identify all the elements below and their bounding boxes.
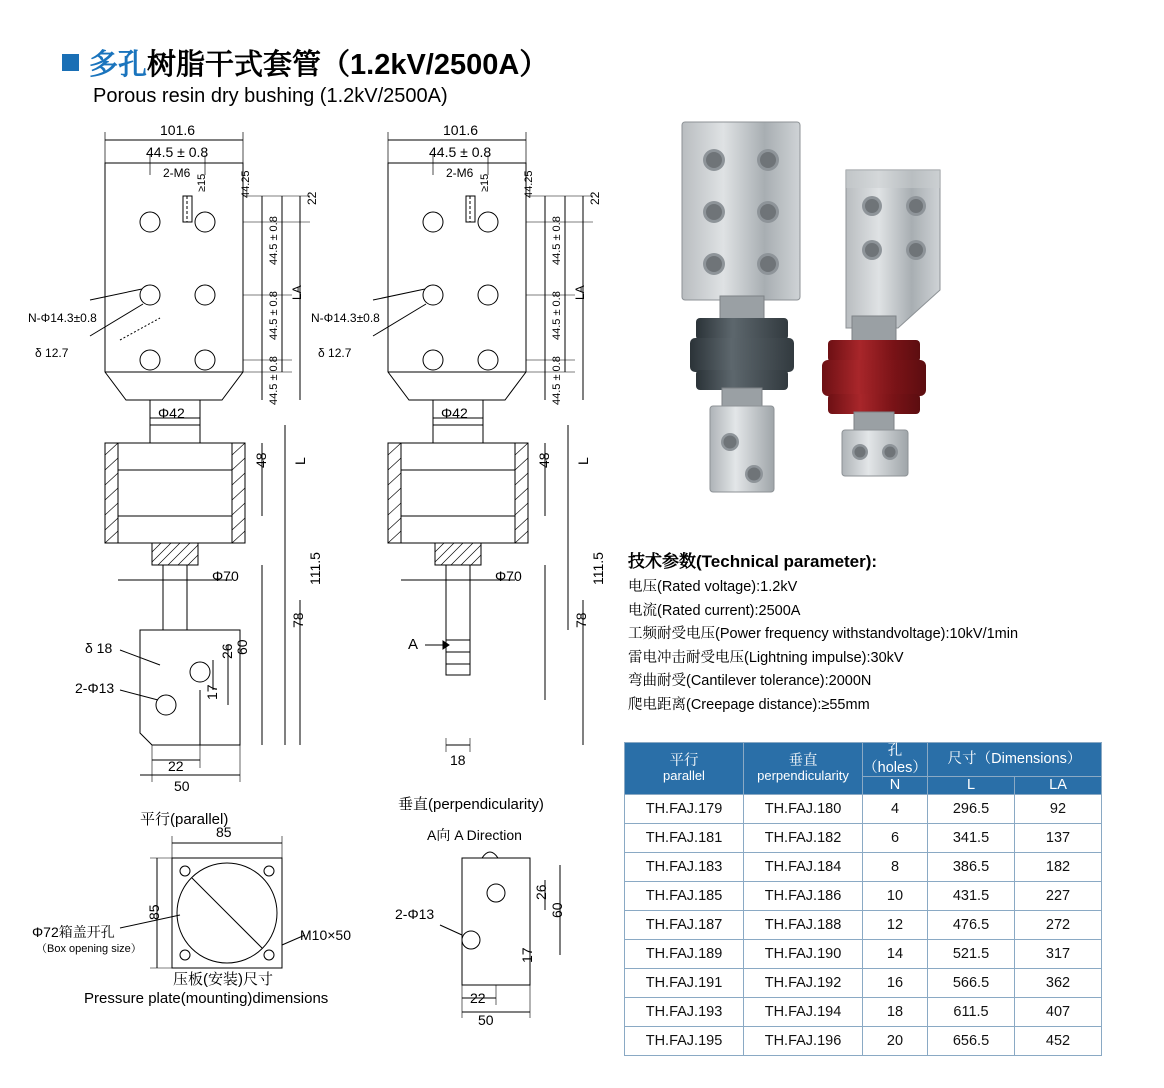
product-photos — [650, 110, 1150, 530]
dim-v2-holes: N-Φ14.3±0.8 — [311, 311, 380, 325]
dim-v1-2-m6: 2-M6 — [163, 166, 191, 180]
cell-parallel: TH.FAJ.179 — [625, 795, 744, 824]
dimensions-table — [624, 742, 1102, 1056]
th-parallel-cn: 平行 — [669, 752, 699, 769]
cell-parallel: TH.FAJ.189 — [625, 940, 744, 969]
cell-n: 12 — [863, 911, 928, 940]
dim-v1-22: 22 — [305, 191, 319, 205]
table-header-row — [625, 743, 1102, 777]
dim-v2-44_5: 44.5 ± 0.8 — [429, 144, 492, 160]
caption-view-parallel: 平行(parallel) — [140, 811, 229, 828]
dim-v1-p3: 44.5 ± 0.8 — [268, 356, 280, 405]
dim-v2-111_5: 111.5 — [590, 552, 606, 585]
dim-v4-17: 17 — [519, 947, 535, 963]
th-parallel-en: parallel — [663, 768, 705, 784]
cell-perpendicularity: TH.FAJ.196 — [744, 1027, 863, 1056]
dim-v4-26: 26 — [533, 884, 549, 900]
page-title-cn-bold: 多孔 — [89, 49, 148, 81]
photo-parallel-bushing — [682, 122, 800, 492]
th-dimensions: 尺寸（Dimensions） — [928, 743, 1102, 777]
cell-n: 10 — [863, 882, 928, 911]
cell-perpendicularity: TH.FAJ.182 — [744, 824, 863, 853]
cell-l: 521.5 — [928, 940, 1015, 969]
photo-perpendicular-bushing — [822, 170, 940, 476]
cell-l: 476.5 — [928, 911, 1015, 940]
dim-v1-60: 60 — [234, 639, 250, 655]
tech-heading: 技术参数(Technical parameter): — [628, 552, 878, 571]
table-row — [625, 853, 1102, 882]
th-la: LA — [1015, 777, 1102, 795]
dim-v1-L: L — [292, 457, 308, 465]
dim-v2-101_6: 101.6 — [443, 122, 479, 138]
cell-la: 407 — [1015, 998, 1102, 1027]
cell-n: 20 — [863, 1027, 928, 1056]
cell-perpendicularity: TH.FAJ.180 — [744, 795, 863, 824]
page-title-en: Porous resin dry bushing (1.2kV/2500A) — [93, 85, 448, 107]
dim-v2-phi42: Φ42 — [441, 405, 468, 421]
cell-l: 611.5 — [928, 998, 1015, 1027]
dim-v1-phi70: Φ70 — [212, 568, 239, 584]
cell-l: 566.5 — [928, 969, 1015, 998]
dim-v2-18: 18 — [450, 752, 466, 768]
tech-line-cantilever: 弯曲耐受(Cantilever tolerance):2000N — [628, 673, 872, 690]
technical-parameters — [628, 547, 1148, 719]
cell-n: 14 — [863, 940, 928, 969]
cell-n: 18 — [863, 998, 928, 1027]
table-row — [625, 824, 1102, 853]
dim-v2-78: 78 — [573, 612, 589, 628]
th-n: N — [863, 777, 928, 795]
dim-v4-50: 50 — [478, 1012, 494, 1028]
dim-v1-44_25: 44.25 — [240, 170, 252, 198]
cell-la: 227 — [1015, 882, 1102, 911]
cell-perpendicularity: TH.FAJ.192 — [744, 969, 863, 998]
cell-perpendicularity: TH.FAJ.190 — [744, 940, 863, 969]
cell-l: 341.5 — [928, 824, 1015, 853]
cell-la: 452 — [1015, 1027, 1102, 1056]
tech-line-current: 电流(Rated current):2500A — [628, 602, 801, 619]
dim-v2-L: L — [575, 457, 591, 465]
dim-v2-la: LA — [573, 285, 587, 300]
cell-la: 92 — [1015, 795, 1102, 824]
dim-v2-48: 48 — [536, 452, 552, 468]
table-row — [625, 998, 1102, 1027]
cell-l: 431.5 — [928, 882, 1015, 911]
drawing-view-pressure-plate — [120, 836, 305, 968]
cell-n: 6 — [863, 824, 928, 853]
th-l: L — [928, 777, 1015, 795]
caption-view-pressure-plate-en: Pressure plate(mounting)dimensions — [84, 990, 329, 1007]
dim-v1-17: 17 — [204, 684, 220, 700]
caption-view-a-direction: A向 A Direction — [427, 827, 522, 843]
dim-v3-width: 85 — [216, 824, 232, 840]
caption-view-perpendicularity: 垂直(perpendicularity) — [398, 796, 544, 813]
dim-v1-101_6: 101.6 — [160, 122, 196, 138]
th-perpendicularity — [744, 743, 863, 795]
table-row — [625, 1027, 1102, 1056]
dim-v4-22: 22 — [470, 990, 486, 1006]
table-row — [625, 911, 1102, 940]
cell-perpendicularity: TH.FAJ.194 — [744, 998, 863, 1027]
dim-v1-p2: 44.5 ± 0.8 — [268, 291, 280, 340]
dim-v3-thread: M10×50 — [300, 927, 351, 943]
dim-v2-2-m6: 2-M6 — [446, 166, 474, 180]
tech-line-power-frequency: 工频耐受电压(Power frequency withstandvoltage):10kV/1min — [628, 626, 1019, 643]
caption-view-pressure-plate-cn: 压板(安装)尺寸 — [173, 971, 273, 988]
th-perpendicularity-cn: 垂直 — [788, 752, 818, 769]
table-row — [625, 969, 1102, 998]
dim-v1-26: 26 — [219, 643, 235, 659]
dim-v1-phi42: Φ42 — [158, 405, 185, 421]
tech-line-voltage: 电压(Rated voltage):1.2kV — [628, 579, 798, 595]
dim-v2-p3: 44.5 ± 0.8 — [551, 356, 563, 405]
th-holes: 孔（holes） — [863, 743, 927, 776]
page-title-cn-rest: 树脂干式套管（1.2kV/2500A） — [147, 49, 549, 81]
dim-v2-44_25: 44.25 — [523, 170, 535, 198]
cell-n: 16 — [863, 969, 928, 998]
dim-v3-box-opening-cn: Φ72箱盖开孔 — [32, 924, 115, 940]
table-row — [625, 882, 1102, 911]
cell-parallel: TH.FAJ.187 — [625, 911, 744, 940]
cell-l: 296.5 — [928, 795, 1015, 824]
tech-line-lightning-impulse: 雷电冲击耐受电压(Lightning impulse):30kV — [628, 649, 904, 666]
table-body — [625, 795, 1102, 1056]
table-row — [625, 940, 1102, 969]
dim-v3-box-opening-en: （Box opening size） — [36, 943, 142, 955]
cell-parallel: TH.FAJ.191 — [625, 969, 744, 998]
cell-parallel: TH.FAJ.181 — [625, 824, 744, 853]
table-head — [625, 743, 1102, 795]
dim-v1-delta: δ 12.7 — [35, 346, 69, 360]
dim-v1-2phi13: 2-Φ13 — [75, 680, 115, 696]
th-perpendicularity-en: perpendicularity — [757, 768, 849, 784]
dim-v2-depth: ≥15 — [479, 173, 491, 192]
dim-v1-48: 48 — [253, 452, 269, 468]
th-parallel — [625, 743, 744, 795]
cell-perpendicularity: TH.FAJ.184 — [744, 853, 863, 882]
cell-l: 656.5 — [928, 1027, 1015, 1056]
cell-la: 182 — [1015, 853, 1102, 882]
cell-parallel: TH.FAJ.183 — [625, 853, 744, 882]
drawing-view-a-direction — [440, 852, 560, 1018]
cell-la: 137 — [1015, 824, 1102, 853]
cell-n: 8 — [863, 853, 928, 882]
cell-n: 4 — [863, 795, 928, 824]
dim-v1-holes: N-Φ14.3±0.8 — [28, 311, 97, 325]
dim-v3-height: 85 — [146, 904, 162, 920]
cell-perpendicularity: TH.FAJ.186 — [744, 882, 863, 911]
dim-v1-78: 78 — [290, 612, 306, 628]
cell-l: 386.5 — [928, 853, 1015, 882]
cell-la: 317 — [1015, 940, 1102, 969]
dim-v4-hole: 2-Φ13 — [395, 906, 435, 922]
dim-v1-la: LA — [290, 285, 304, 300]
cell-parallel: TH.FAJ.193 — [625, 998, 744, 1027]
dim-v1-22b: 22 — [168, 758, 184, 774]
tech-line-creepage: 爬电距离(Creepage distance):≥55mm — [628, 696, 870, 713]
dim-v2-arrow-a: A — [408, 636, 419, 653]
cell-perpendicularity: TH.FAJ.188 — [744, 911, 863, 940]
dim-v4-60: 60 — [549, 902, 565, 918]
dim-v2-p1: 44.5 ± 0.8 — [551, 216, 563, 265]
dim-v2-22: 22 — [588, 191, 602, 205]
cell-parallel: TH.FAJ.185 — [625, 882, 744, 911]
dim-v1-p1: 44.5 ± 0.8 — [268, 216, 280, 265]
dim-v2-phi70: Φ70 — [495, 568, 522, 584]
table-row — [625, 795, 1102, 824]
dim-v1-delta18: δ 18 — [85, 640, 113, 656]
dim-v1-50: 50 — [174, 778, 190, 794]
dim-v2-p2: 44.5 ± 0.8 — [551, 291, 563, 340]
dim-v2-delta: δ 12.7 — [318, 346, 352, 360]
cell-parallel: TH.FAJ.195 — [625, 1027, 744, 1056]
dim-v1-44_5: 44.5 ± 0.8 — [146, 144, 209, 160]
cell-la: 272 — [1015, 911, 1102, 940]
dim-v1-depth: ≥15 — [196, 173, 208, 192]
dim-v1-111_5: 111.5 — [307, 552, 323, 585]
cell-la: 362 — [1015, 969, 1102, 998]
